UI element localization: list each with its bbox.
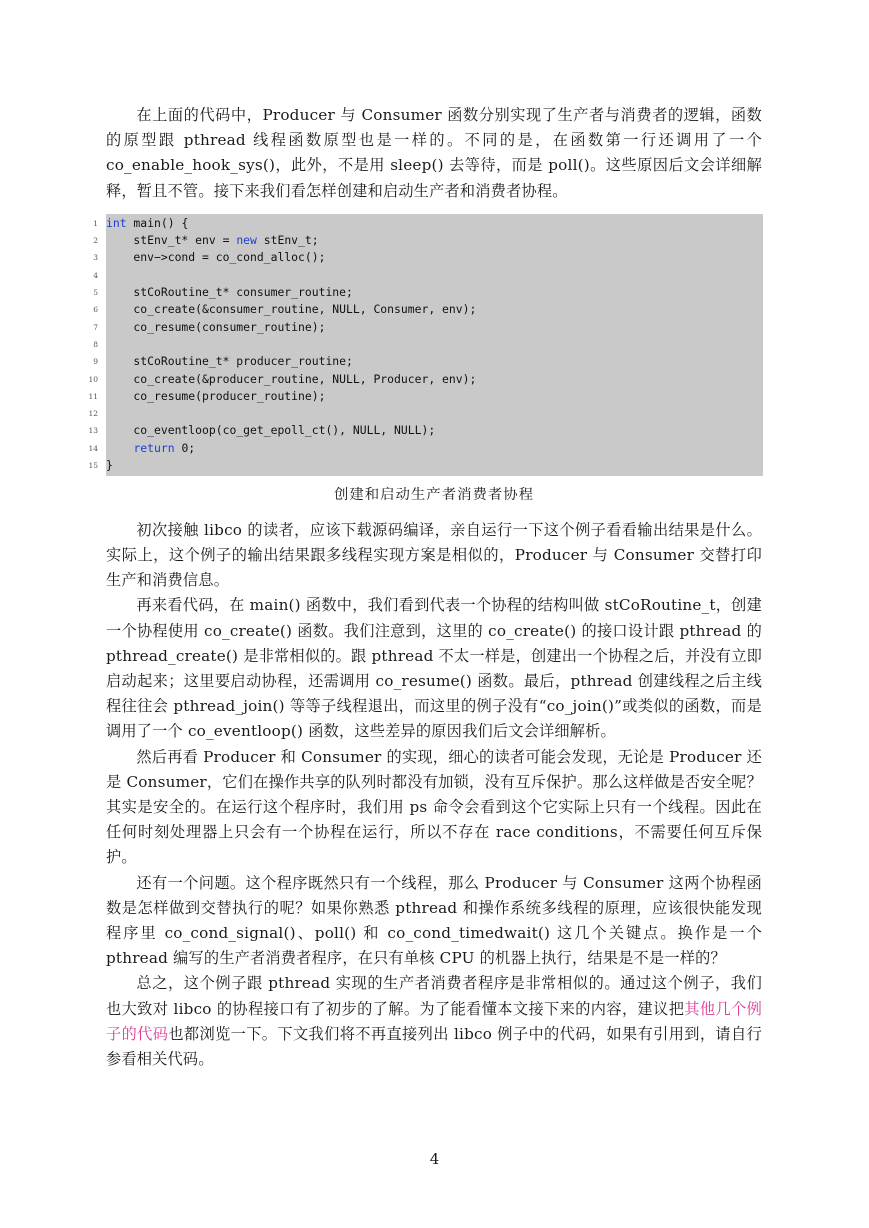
code-line: [88, 371, 763, 388]
code-fragment: 0;: [174, 440, 196, 455]
code-text: [106, 388, 325, 405]
code-fragment: co_resume(consumer_routine);: [106, 319, 326, 334]
line-number: 3: [93, 253, 98, 263]
figure-caption: 创建和启动生产者消费者协程: [333, 486, 535, 503]
paragraph-1: 初次接触 libco 的读者，应该下载源码编译，亲自运行一下这个例子看看输出结果是什么。实际上，这个例子的输出结果跟多线程实现方案是相似的，Producer 与 Consumer 交替打印生产和消费信息。: [106, 520, 762, 590]
code-line: [93, 284, 763, 301]
paragraph-2: 再来看代码，在 main() 函数中，我们看到代表一个协程的结构叫做 stCoRoutine_t，创建一个协程使用 co_create() 函数。我们注意到，这里的 co_create() 的接口设计跟 pthread 的 pthread_create() 是非常相似的。跟 pthread 不太一样是，创建出一个协程之后，并没有立即启动起来；这里要启动协程，还需调用 co_resume() 函数。最后，pthread 创建线程之后主线程往往会 pthread_join() 等等子线程退出，而这里的例子没有“co_join()”或类似的函数，而是调用了一个 co_eventloop() 函数，这些差异的原因我们后文会详细解析。: [106, 596, 762, 741]
code-line: [88, 405, 763, 422]
paragraph-3: 然后再看 Producer 和 Consumer 的实现，细心的读者可能会发现，无论是 Producer 还是 Consumer，它们在操作共享的队列时都没有加锁，没有互斥保护。那么这样做是否安全呢？其实是安全的。在运行这个程序时，我们用 ps 命令会看到这个它实际上只有一个线程。因此在任何时刻处理器上只会有一个协程在运行，所以不存在 race conditions，不需要任何互斥保护。: [106, 747, 762, 867]
line-number: 7: [93, 322, 98, 332]
examples-link[interactable]: 其他几个例子的代码: [106, 999, 762, 1043]
code-line: [93, 319, 763, 336]
code-text: [106, 249, 325, 266]
code-listing: [88, 214, 762, 476]
code-line: [93, 353, 763, 370]
line-number: 9: [93, 357, 98, 367]
code-text: [106, 284, 353, 301]
line-number: 10: [88, 374, 98, 384]
line-number: 8: [93, 339, 98, 349]
code-text: [106, 215, 188, 232]
code-line: [93, 215, 763, 232]
line-number: 11: [88, 391, 98, 401]
line-number: 1: [93, 218, 98, 228]
code-line: [88, 422, 763, 439]
code-fragment: stCoRoutine_t* producer_routine;: [106, 354, 353, 369]
code-line: [93, 249, 763, 266]
code-keyword: new: [236, 233, 257, 248]
code-keyword: int: [106, 215, 127, 230]
code-fragment: stEnv_t;: [256, 233, 319, 248]
line-number: 2: [93, 236, 98, 246]
code-line: [93, 336, 763, 353]
line-number: 14: [88, 443, 98, 453]
code-text: [106, 319, 325, 336]
final-text-after: 也都浏览一下。下文我们将不再直接列出 libco 例子中的代码，如果有引用到，请自行参看相关代码。: [106, 1024, 762, 1069]
line-number: 4: [93, 270, 98, 280]
code-fragment: stEnv_t* env =: [106, 233, 237, 248]
code-fragment: [106, 441, 133, 455]
line-number: 12: [88, 409, 98, 419]
code-fragment: stCoRoutine_t* consumer_routine;: [106, 285, 353, 299]
paragraph-4: 还有一个问题。这个程序既然只有一个线程，那么 Producer 与 Consumer 这两个协程函数是怎样做到交替执行的呢？如果你熟悉 pthread 和操作系统多线程的原理，应该很快能发现程序里 co_cond_signal()、poll() 和 co_cond_timedwait() 这几个关键点。换作是一个 pthread 编写的生产者消费者程序，在只有单核 CPU 的机器上执行，结果是不是一样的？: [106, 873, 762, 968]
line-number: 13: [88, 426, 98, 436]
code-fragment: co_create(&producer_routine, NULL, Producer, env);: [106, 371, 477, 386]
code-line: [88, 440, 763, 457]
code-line: [88, 457, 763, 474]
code-line: [88, 388, 763, 405]
page-content: [88, 103, 762, 1072]
line-number: 15: [88, 461, 98, 470]
code-fragment: main() {: [126, 215, 189, 230]
final-text-before: 总之，这个例子跟 pthread 实现的生产者消费者程序是非常相似的。通过这个例子，我们也大致对 libco 的协程接口有了初步的了解。为了能看懂本文接下来的内容，建议把: [106, 974, 762, 1018]
page-number: 4: [429, 1150, 440, 1168]
code-line: [93, 232, 763, 249]
line-number: 6: [93, 305, 98, 315]
code-line: [93, 267, 763, 284]
code-text: [106, 422, 435, 439]
code-keyword: return: [133, 440, 175, 455]
code-text: [106, 301, 476, 318]
code-text: [106, 353, 353, 370]
code-line: [93, 301, 763, 318]
intro-paragraph: 在上面的代码中，Producer 与 Consumer 函数分别实现了生产者与消费者的逻辑，函数的原型跟 pthread 线程函数原型也是一样的。不同的是，在函数第一行还调用了一个 co_enable_hook_sys()，此外，不是用 sleep() 去等待，而是 poll()。这些原因后文会详细解释，暂且不管。接下来我们看怎样创建和启动生产者和消费者协程。: [106, 106, 762, 200]
code-fragment: co_create(&consumer_routine, NULL, Consumer, env);: [106, 302, 477, 317]
code-text: [106, 440, 195, 457]
code-text: [106, 371, 476, 388]
code-fragment: }: [106, 458, 113, 472]
code-text: [106, 457, 113, 474]
code-fragment: env−>cond = co_cond_alloc();: [106, 250, 326, 265]
code-fragment: co_resume(producer_routine);: [106, 388, 326, 403]
code-fragment: co_eventloop(co_get_epoll_ct(), NULL, NULL);: [106, 423, 436, 438]
final-paragraph: [106, 971, 762, 1072]
line-number: 5: [93, 288, 98, 297]
code-text: [106, 232, 319, 249]
